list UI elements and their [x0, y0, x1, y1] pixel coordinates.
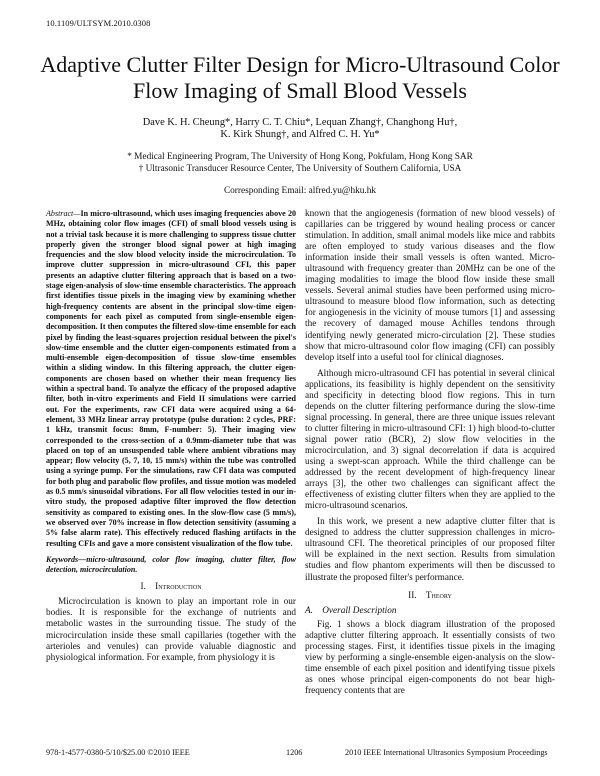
abstract-lead: Abstract— [46, 209, 81, 218]
subsection-heading-overall: A. Overall Description [305, 605, 397, 616]
section-heading-theory: II. Theory [408, 590, 452, 601]
affiliations [40, 152, 560, 175]
affiliation-1: * Medical Engineering Program, The University of Hong Kong, Pokfulam, Hong Kong SAR [127, 152, 473, 162]
paper-title: Adaptive Clutter Filter Design for Micro-Ultrasound Color Flow Imaging of Small Blood Vessels [40, 52, 560, 103]
left-column [46, 209, 296, 669]
author-line-1: Dave K. H. Cheung*, Harry C. T. Chiu*, Lequan Zhang†, Changhong Hu†, [142, 117, 458, 128]
section-heading-introduction: I. Introduction [140, 582, 202, 593]
author-line-2: K. Kirk Shung†, and Alfred C. H. Yu* [220, 129, 380, 140]
footer-page-number: 1206 [286, 748, 303, 757]
abstract-text: In micro-ultrasound, which uses imaging frequencies above 20 MHz, obtaining color flow images (CFI) of small blood vessels using is not a trivial task because it is more challenging to suppress tissue clutter properly given the stronger blood signal power at high imaging frequencies and the slow blood velocity inside the microcirculation. To improve clutter suppression in micro-ultrasound CFI, this paper presents an adaptive clutter filtering approach that is based on a two-stage eigen-analysis of slow-time ensemble characteristics. The approach first identifies tissue pixels in the imaging view by examining whether high-frequency contents are absent in the principal slow-time eigen-components for each pixel as computed from single-ensemble eigen-decomposition. It then computes the filtered slow-time ensemble for each pixel by finding the least-squares projection residual between the pixel's slow-time ensemble and the clutter eigen-components estimated from a multi-ensemble eigen-decomposition of tissue slow-time ensembles within a sliding window. In this filtering approach, the clutter eigen-components are chosen based on whether their mean frequency lies within a spectral band. To analyze the efficacy of the proposed adaptive filter, both in-vitro experiments and Field II simulations were carried out. For the experiments, raw CFI data were acquired using a 64-element, 33 MHz linear array prototype (pulse duration: 2 cycles, PRF: 1 kHz, transmit focus: 8mm, F-number: 5). Their imaging view corresponded to the cross-section of a 0.9mm-diameter tube that was placed on top of an unsuspended table where ambient vibrations may appear; flow velocity (5, 7, 10, 15 mm/s) within the tube was controlled using a syringe pump. For the simulations, raw CFI data was computed for both plug and parabolic flow profiles, and tissue motion was modeled as 0.5 mm/s sinusoidal vibrations. For all flow velocities tested in our in-vitro study, the proposed adaptive filter improved the flow detection sensitivity as compared to existing ones. In the slow-flow case (5 mm/s), we observed over 70% increase in flow detection sensitivity (assuming a 5% false alarm rate). This effectively reduced flashing artifacts in the resulting CFIs and gave a more consistent visualization of the flow tube. [46, 209, 296, 548]
corresponding-email: Corresponding Email: alfred.yu@hku.hk [223, 186, 377, 196]
keywords: Keywords—micro-ultrasound, color flow imaging, clutter filter, flow detection, microcirculation. [46, 554, 296, 575]
footer-copyright: 978-1-4577-0380-5/10/$25.00 ©2010 IEEE [46, 748, 190, 757]
abstract [46, 209, 296, 549]
intro-paragraph-2: Although micro-ultrasound CFI has potential in several clinical applications, its feasibility is highly dependent on the sensitivity and specificity in detecting blood flow regions. This in turn depends on the clutter filtering performance during the slow-time signal processing. In general, there are three unique issues relevant to clutter filtering in micro-ultrasound CFI: 1) high blood-to-clutter signal power ratio (BCR), 2) slow flow velocities in the microcirculation, and 3) signal decorrelation if data is acquired using a swept-scan approach. While the third challenge can be addressed by the recent development of high-frequency linear arrays [3], the other two challenges can significant affect the effectiveness of existing clutter filters when they are applied to the micro-ultrasound scenarios. [305, 368, 555, 512]
affiliation-2: † Ultrasonic Transducer Resource Center, The University of Southern California, USA [138, 163, 462, 174]
intro-paragraph-1: Microcirculation is known to play an important role in our bodies. It is responsible for the exchange of nutrients and metabolic wastes in the surrounding tissue. The study of the microcirculation inside these small capillaries (together with the arterioles and venules) can provide valuable diagnostic and physiological information. For example, from physiology it is [46, 597, 296, 663]
right-column [305, 209, 555, 702]
intro-paragraph-3: In this work, we present a new adaptive clutter filter that is designed to address the clutter suppression challenges in micro-ultrasound CFI. The theoretical principles of our proposed filter will be explained in the next section. Results from simulation studies and flow phantom experiments will then be discussed to illustrate the proposed filter's performance. [305, 517, 555, 583]
author-list [40, 117, 560, 141]
intro-paragraph-continued: known that the angiogenesis (formation of new blood vessels) of capillaries can be triggered by wound healing process or cancer stimulation. In addition, small animal models like mice and rabbits are often employed to study various diseases and the flow information inside their small vessels is often wanted. Micro-ultrasound with frequency greater than 20MHz can be one of the imaging modalities to image the blood flow inside these small vessels. Several animal studies have been performed using micro-ultrasound to measure blood flow information, such as detecting for angiogenesis in the vicinity of mouse tumors [1] and assessing the recovery of damaged mouse Achilles tendons through identifying newly generated micro-circulation [2]. These studies show that micro-ultrasound color flow imaging (CFI) can possibly develop itself into a useful tool for clinical diagnoses. [305, 209, 555, 363]
doi-header: 10.1109/ULTSYM.2010.0308 [46, 18, 151, 28]
footer-proceedings: 2010 IEEE International Ultrasonics Symposium Proceedings [345, 748, 548, 757]
overall-paragraph-1: Fig. 1 shows a block diagram illustration of the proposed adaptive clutter filtering approach. It essentially consists of two processing stages. First, it identifies tissue pixels in the imaging view by performing a single-ensemble eigen-analysis on the slow-time ensemble of each pixel position and identifying tissue pixels as ones whose principal eigen-components do not bear high-frequency contents that are [305, 619, 555, 696]
